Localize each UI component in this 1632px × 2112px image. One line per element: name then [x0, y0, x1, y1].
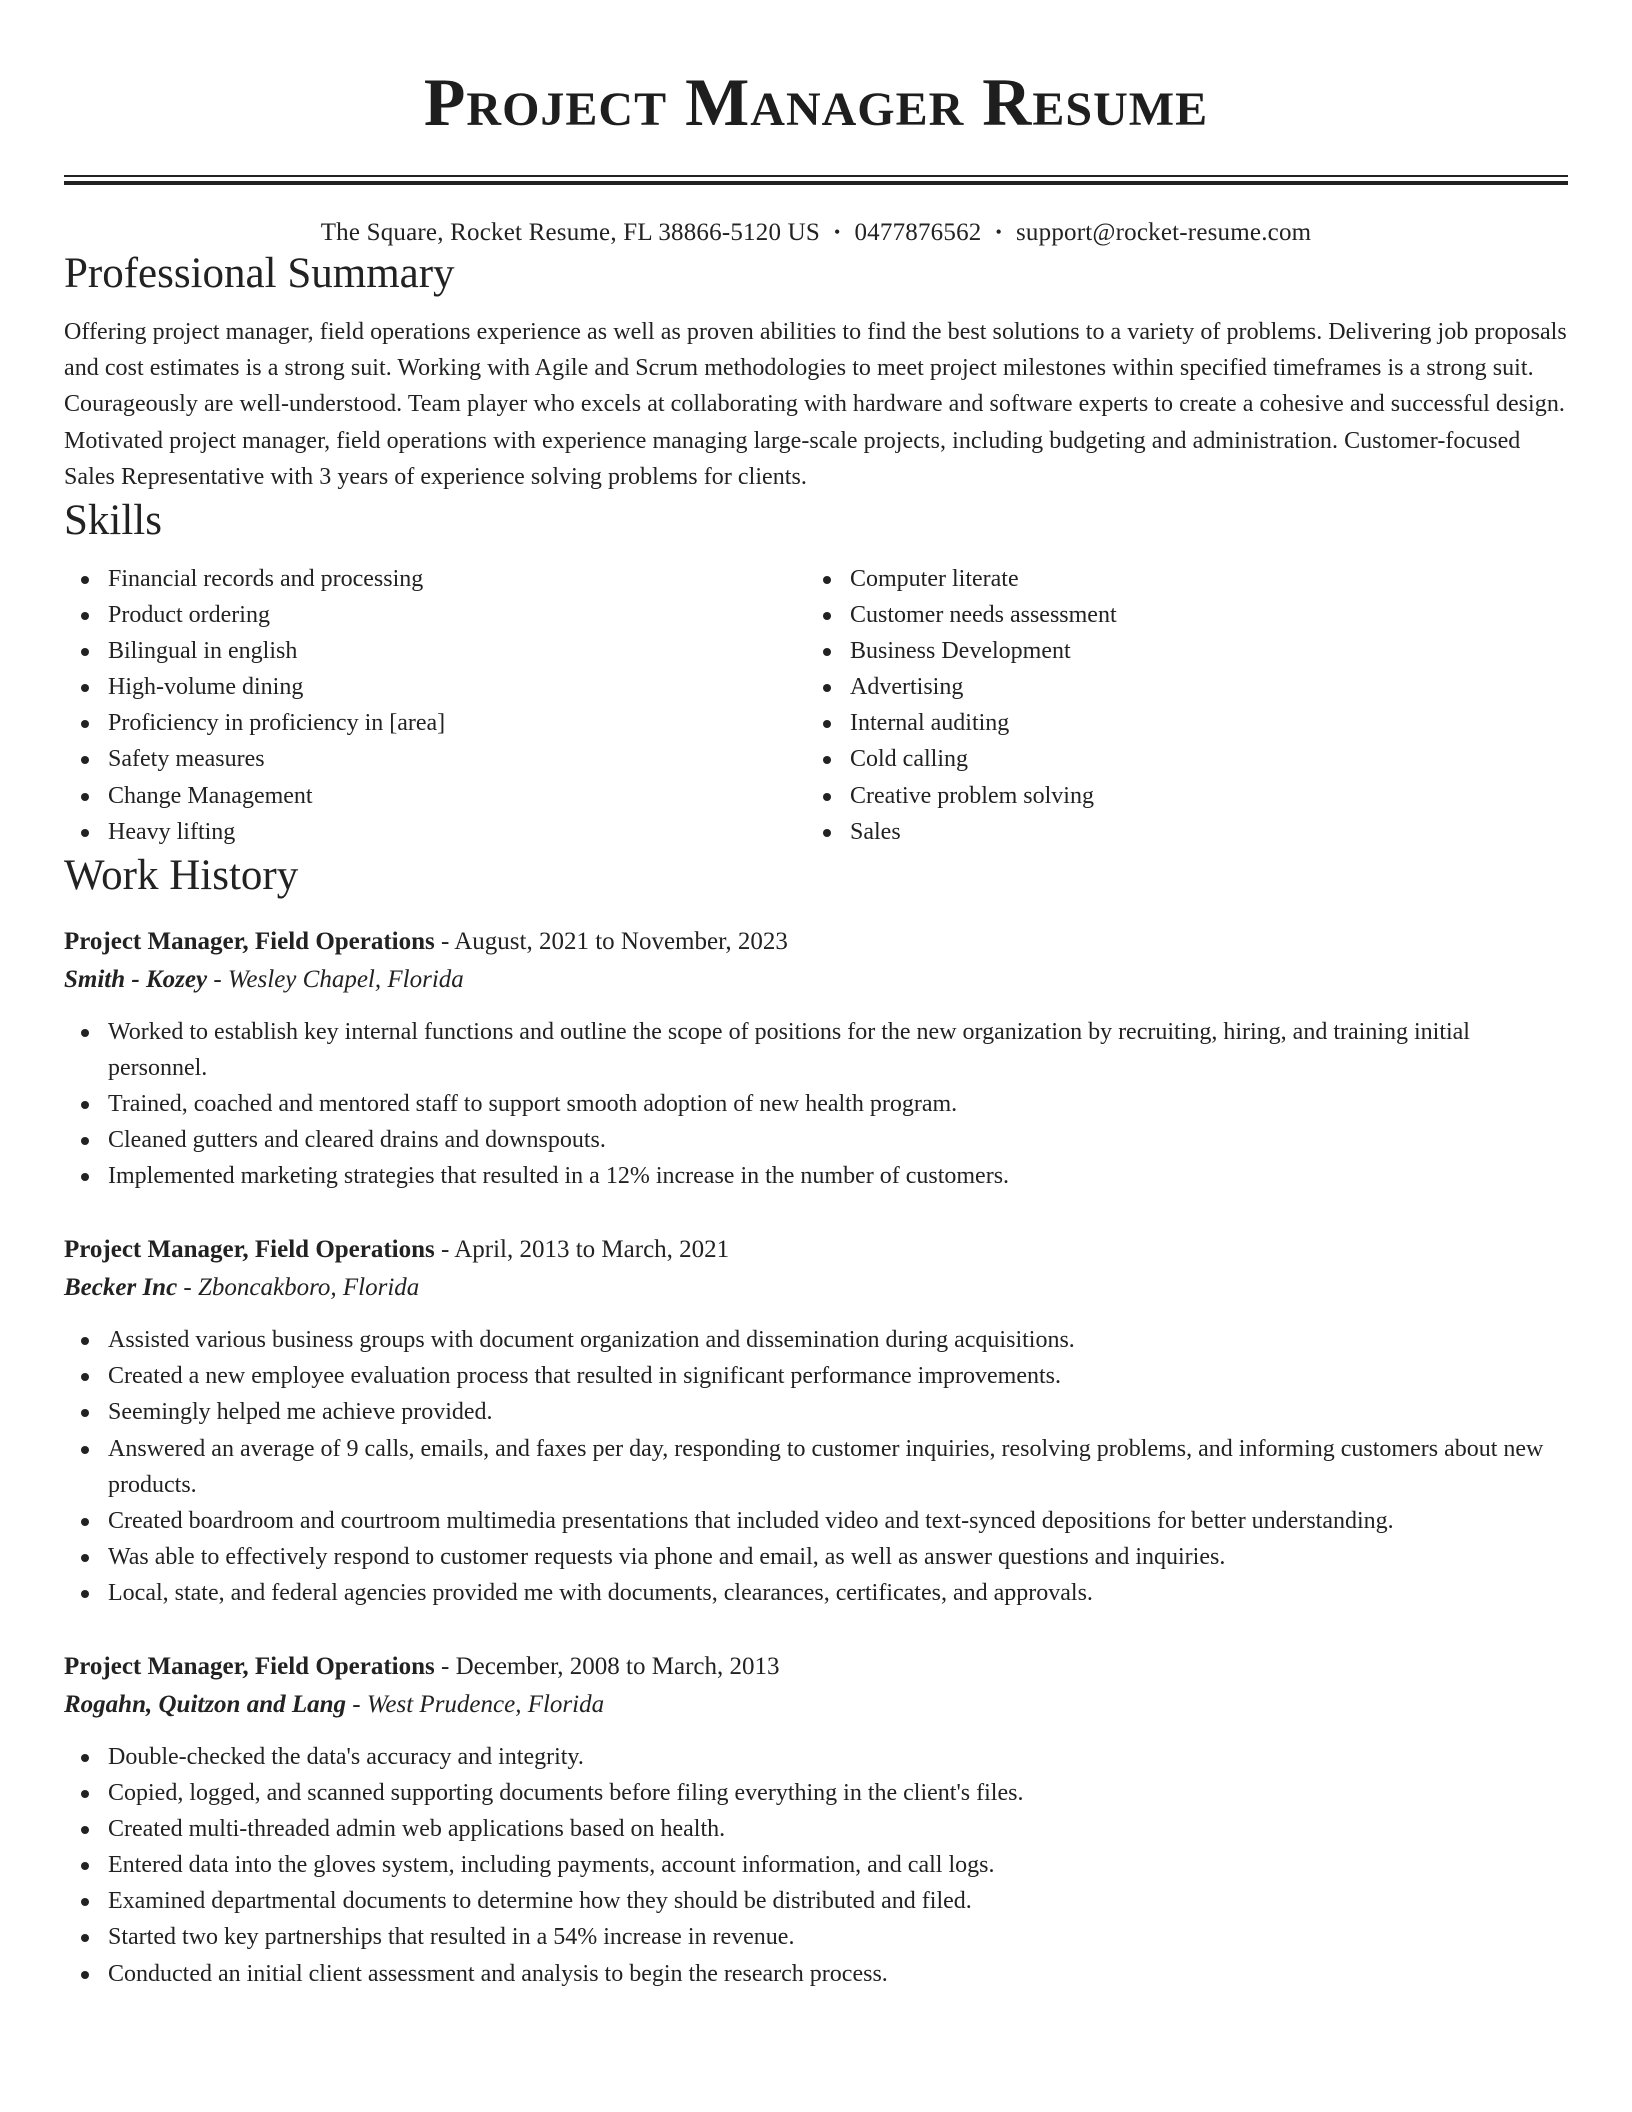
job-dates: December, 2008 to March, 2013 [455, 1652, 780, 1680]
contact-separator: • [995, 222, 1002, 242]
list-item [806, 597, 1548, 633]
company-name: Rogahn, Quitzon and Lang [64, 1690, 347, 1718]
job-title-line [64, 924, 1568, 960]
bullet-icon [823, 720, 831, 728]
list-item-text: Worked to establish key internal functions and outline the scope of positions for the new organization by recruiting, hiring, and training initial personnel. [108, 1018, 1470, 1081]
company-name: Becker Inc [64, 1274, 178, 1302]
job-role: Project Manager, Field Operations [64, 927, 435, 955]
company-location: Zboncakboro, Florida [198, 1274, 420, 1302]
company-name: Smith - Kozey [64, 965, 208, 993]
contact-address: The Square, Rocket Resume, FL 38866-5120 US [320, 219, 820, 246]
list-item-text: Created boardroom and courtroom multimedia presentations that included video and text-synced depositions for better understanding. [108, 1507, 1394, 1534]
list-item-text: Business Development [850, 638, 1071, 665]
list-item [64, 705, 806, 741]
list-item [64, 1358, 1568, 1394]
job-dates: August, 2021 to November, 2023 [454, 927, 788, 955]
bullet-icon [81, 1971, 89, 1979]
list-item-text: Copied, logged, and scanned supporting documents before filing everything in the client's files. [108, 1780, 1024, 1807]
bullet-icon [81, 1337, 89, 1345]
bullet-icon [81, 1826, 89, 1834]
list-item [64, 1322, 1568, 1358]
skills-list-right [806, 561, 1548, 850]
list-item-text: Sales [850, 818, 901, 845]
list-item-text: Bilingual in english [108, 638, 298, 665]
list-item [64, 1956, 1568, 1992]
bullet-icon [81, 720, 89, 728]
resume-title: Project Manager Resume [423, 64, 1209, 140]
list-item-text: Double-checked the data's accuracy and integrity. [108, 1743, 584, 1770]
summary-text: Offering project manager, field operations experience as well as proven abilities to find the best solutions to a variety of problems. Delivering job proposals and cost estimates is a strong suit. Working with Agile and Scrum methodologies to meet project milestones within specified timeframes is a strong suit. Courageously are well-understood. Team player who excels at collaborating with hardware and software experts to create a cohesive and successful design. Motivated project manager, field operations with experience managing large-scale projects, including budgeting and administration. Customer-focused Sales Representative with 3 years of experience solving problems for clients. [64, 319, 1567, 490]
list-item-text: Examined departmental documents to determine how they should be distributed and filed. [108, 1888, 972, 1915]
list-item [64, 1919, 1568, 1955]
list-item [64, 1539, 1568, 1575]
title-divider [64, 175, 1568, 185]
list-item [64, 1847, 1568, 1883]
job-duties-list [64, 1014, 1568, 1194]
bullet-icon [81, 576, 89, 584]
bullet-icon [81, 1173, 89, 1181]
list-item-text: Proficiency in proficiency in [area] [108, 710, 446, 737]
job-dates: April, 2013 to March, 2021 [454, 1236, 730, 1264]
list-item-text: Heavy lifting [108, 818, 236, 845]
bullet-icon [81, 1446, 89, 1454]
bullet-icon [81, 1754, 89, 1762]
company-dash: - [352, 1690, 361, 1718]
list-item [64, 741, 806, 777]
list-item [64, 1158, 1568, 1194]
company-line [64, 1268, 1568, 1308]
bullet-icon [823, 793, 831, 801]
bullet-icon [81, 1137, 89, 1145]
list-item-text: Computer literate [850, 566, 1019, 593]
list-item [64, 778, 806, 814]
job-entry [64, 1649, 1568, 1992]
company-line [64, 960, 1568, 1000]
list-item-text: Financial records and processing [108, 566, 424, 593]
bullet-icon [81, 756, 89, 764]
list-item-text: Product ordering [108, 602, 270, 629]
bullet-icon [81, 1554, 89, 1562]
bullet-icon [81, 612, 89, 620]
list-item-text: Implemented marketing strategies that resulted in a 12% increase in the number of customers. [108, 1163, 1010, 1190]
list-item [64, 1394, 1568, 1430]
list-item-text: Customer needs assessment [850, 602, 1117, 629]
list-item-text: Change Management [108, 782, 313, 809]
list-item [64, 1122, 1568, 1158]
company-location: Wesley Chapel, Florida [227, 965, 464, 993]
bullet-icon [81, 1101, 89, 1109]
list-item [64, 561, 806, 597]
bullet-icon [81, 1898, 89, 1906]
bullet-icon [81, 829, 89, 837]
summary-heading: Professional Summary [64, 250, 455, 297]
list-item [64, 1883, 1568, 1919]
bullet-icon [81, 1518, 89, 1526]
bullet-icon [81, 1029, 89, 1037]
job-dash: - [441, 1652, 450, 1680]
contact-email: support@rocket-resume.com [1016, 219, 1312, 246]
job-dash: - [441, 1236, 450, 1264]
company-line [64, 1685, 1568, 1725]
list-item [64, 669, 806, 705]
contact-separator: • [833, 222, 841, 242]
bullet-icon [81, 1590, 89, 1598]
list-item-text: Advertising [850, 674, 964, 701]
job-duties-list [64, 1322, 1568, 1611]
list-item [64, 1014, 1568, 1086]
bullet-icon [81, 1409, 89, 1417]
list-item-text: Seemingly helped me achieve provided. [108, 1399, 493, 1426]
bullet-icon [823, 829, 831, 837]
list-item-text: High-volume dining [108, 674, 304, 701]
bullet-icon [81, 648, 89, 656]
list-item [64, 1575, 1568, 1611]
bullet-icon [823, 684, 831, 692]
company-location: West Prudence, Florida [366, 1690, 605, 1718]
job-entry [64, 924, 1568, 1194]
list-item-text: Entered data into the gloves system, including payments, account information, and call logs. [108, 1852, 995, 1879]
list-item [806, 705, 1548, 741]
list-item-text: Created multi-threaded admin web applications based on health. [108, 1816, 726, 1843]
list-item [64, 1503, 1568, 1539]
list-item-text: Cold calling [850, 746, 968, 773]
list-item-text: Started two key partnerships that resulted in a 54% increase in revenue. [108, 1924, 795, 1951]
bullet-icon [81, 1934, 89, 1942]
list-item-text: Internal auditing [850, 710, 1010, 737]
contact-line [64, 217, 1568, 248]
skills-heading: Skills [64, 497, 162, 545]
list-item [64, 633, 806, 669]
bullet-icon [81, 1862, 89, 1870]
contact-phone: 0477876562 [854, 219, 982, 246]
company-dash: - [213, 965, 222, 993]
work-history-heading: Work History [64, 851, 299, 899]
job-title-line [64, 1649, 1568, 1685]
bullet-icon [823, 612, 831, 620]
list-item [64, 1739, 1568, 1775]
job-duties-list [64, 1739, 1568, 1992]
bullet-icon [823, 756, 831, 764]
job-title-line [64, 1232, 1568, 1268]
job-role: Project Manager, Field Operations [64, 1236, 435, 1264]
list-item-text: Assisted various business groups with document organization and dissemination during acquisitions. [108, 1327, 1075, 1354]
job-entry [64, 1232, 1568, 1611]
list-item-text: Cleaned gutters and cleared drains and downspouts. [108, 1127, 606, 1154]
list-item [806, 633, 1548, 669]
bullet-icon [823, 576, 831, 584]
list-item [64, 1811, 1568, 1847]
list-item [806, 561, 1548, 597]
list-item [806, 741, 1548, 777]
list-item-text: Conducted an initial client assessment and analysis to begin the research process. [108, 1960, 888, 1987]
bullet-icon [81, 793, 89, 801]
list-item-text: Local, state, and federal agencies provided me with documents, clearances, certificates, and approvals. [108, 1579, 1093, 1606]
list-item [64, 814, 806, 850]
work-history-list [64, 924, 1568, 1992]
bullet-icon [81, 684, 89, 692]
list-item-text: Trained, coached and mentored staff to support smooth adoption of new health program. [108, 1090, 958, 1117]
list-item [64, 1086, 1568, 1122]
skills-list-left [64, 561, 806, 850]
company-dash: - [183, 1274, 192, 1302]
list-item-text: Safety measures [108, 746, 265, 773]
skills-columns [64, 561, 1568, 850]
list-item [64, 1775, 1568, 1811]
bullet-icon [823, 648, 831, 656]
bullet-icon [81, 1373, 89, 1381]
bullet-icon [81, 1790, 89, 1798]
list-item [806, 814, 1548, 850]
list-item-text: Created a new employee evaluation process that resulted in significant performance improvements. [108, 1363, 1061, 1390]
list-item-text: Creative problem solving [850, 782, 1094, 809]
job-dash: - [441, 927, 450, 955]
list-item-text: Answered an average of 9 calls, emails, and faxes per day, responding to customer inquiries, resolving problems, and informing customers about new products. [108, 1435, 1544, 1498]
job-role: Project Manager, Field Operations [64, 1652, 435, 1680]
list-item [806, 778, 1548, 814]
list-item [64, 597, 806, 633]
list-item-text: Was able to effectively respond to customer requests via phone and email, as well as answer questions and inquiries. [108, 1543, 1226, 1570]
list-item [64, 1431, 1568, 1503]
list-item [806, 669, 1548, 705]
